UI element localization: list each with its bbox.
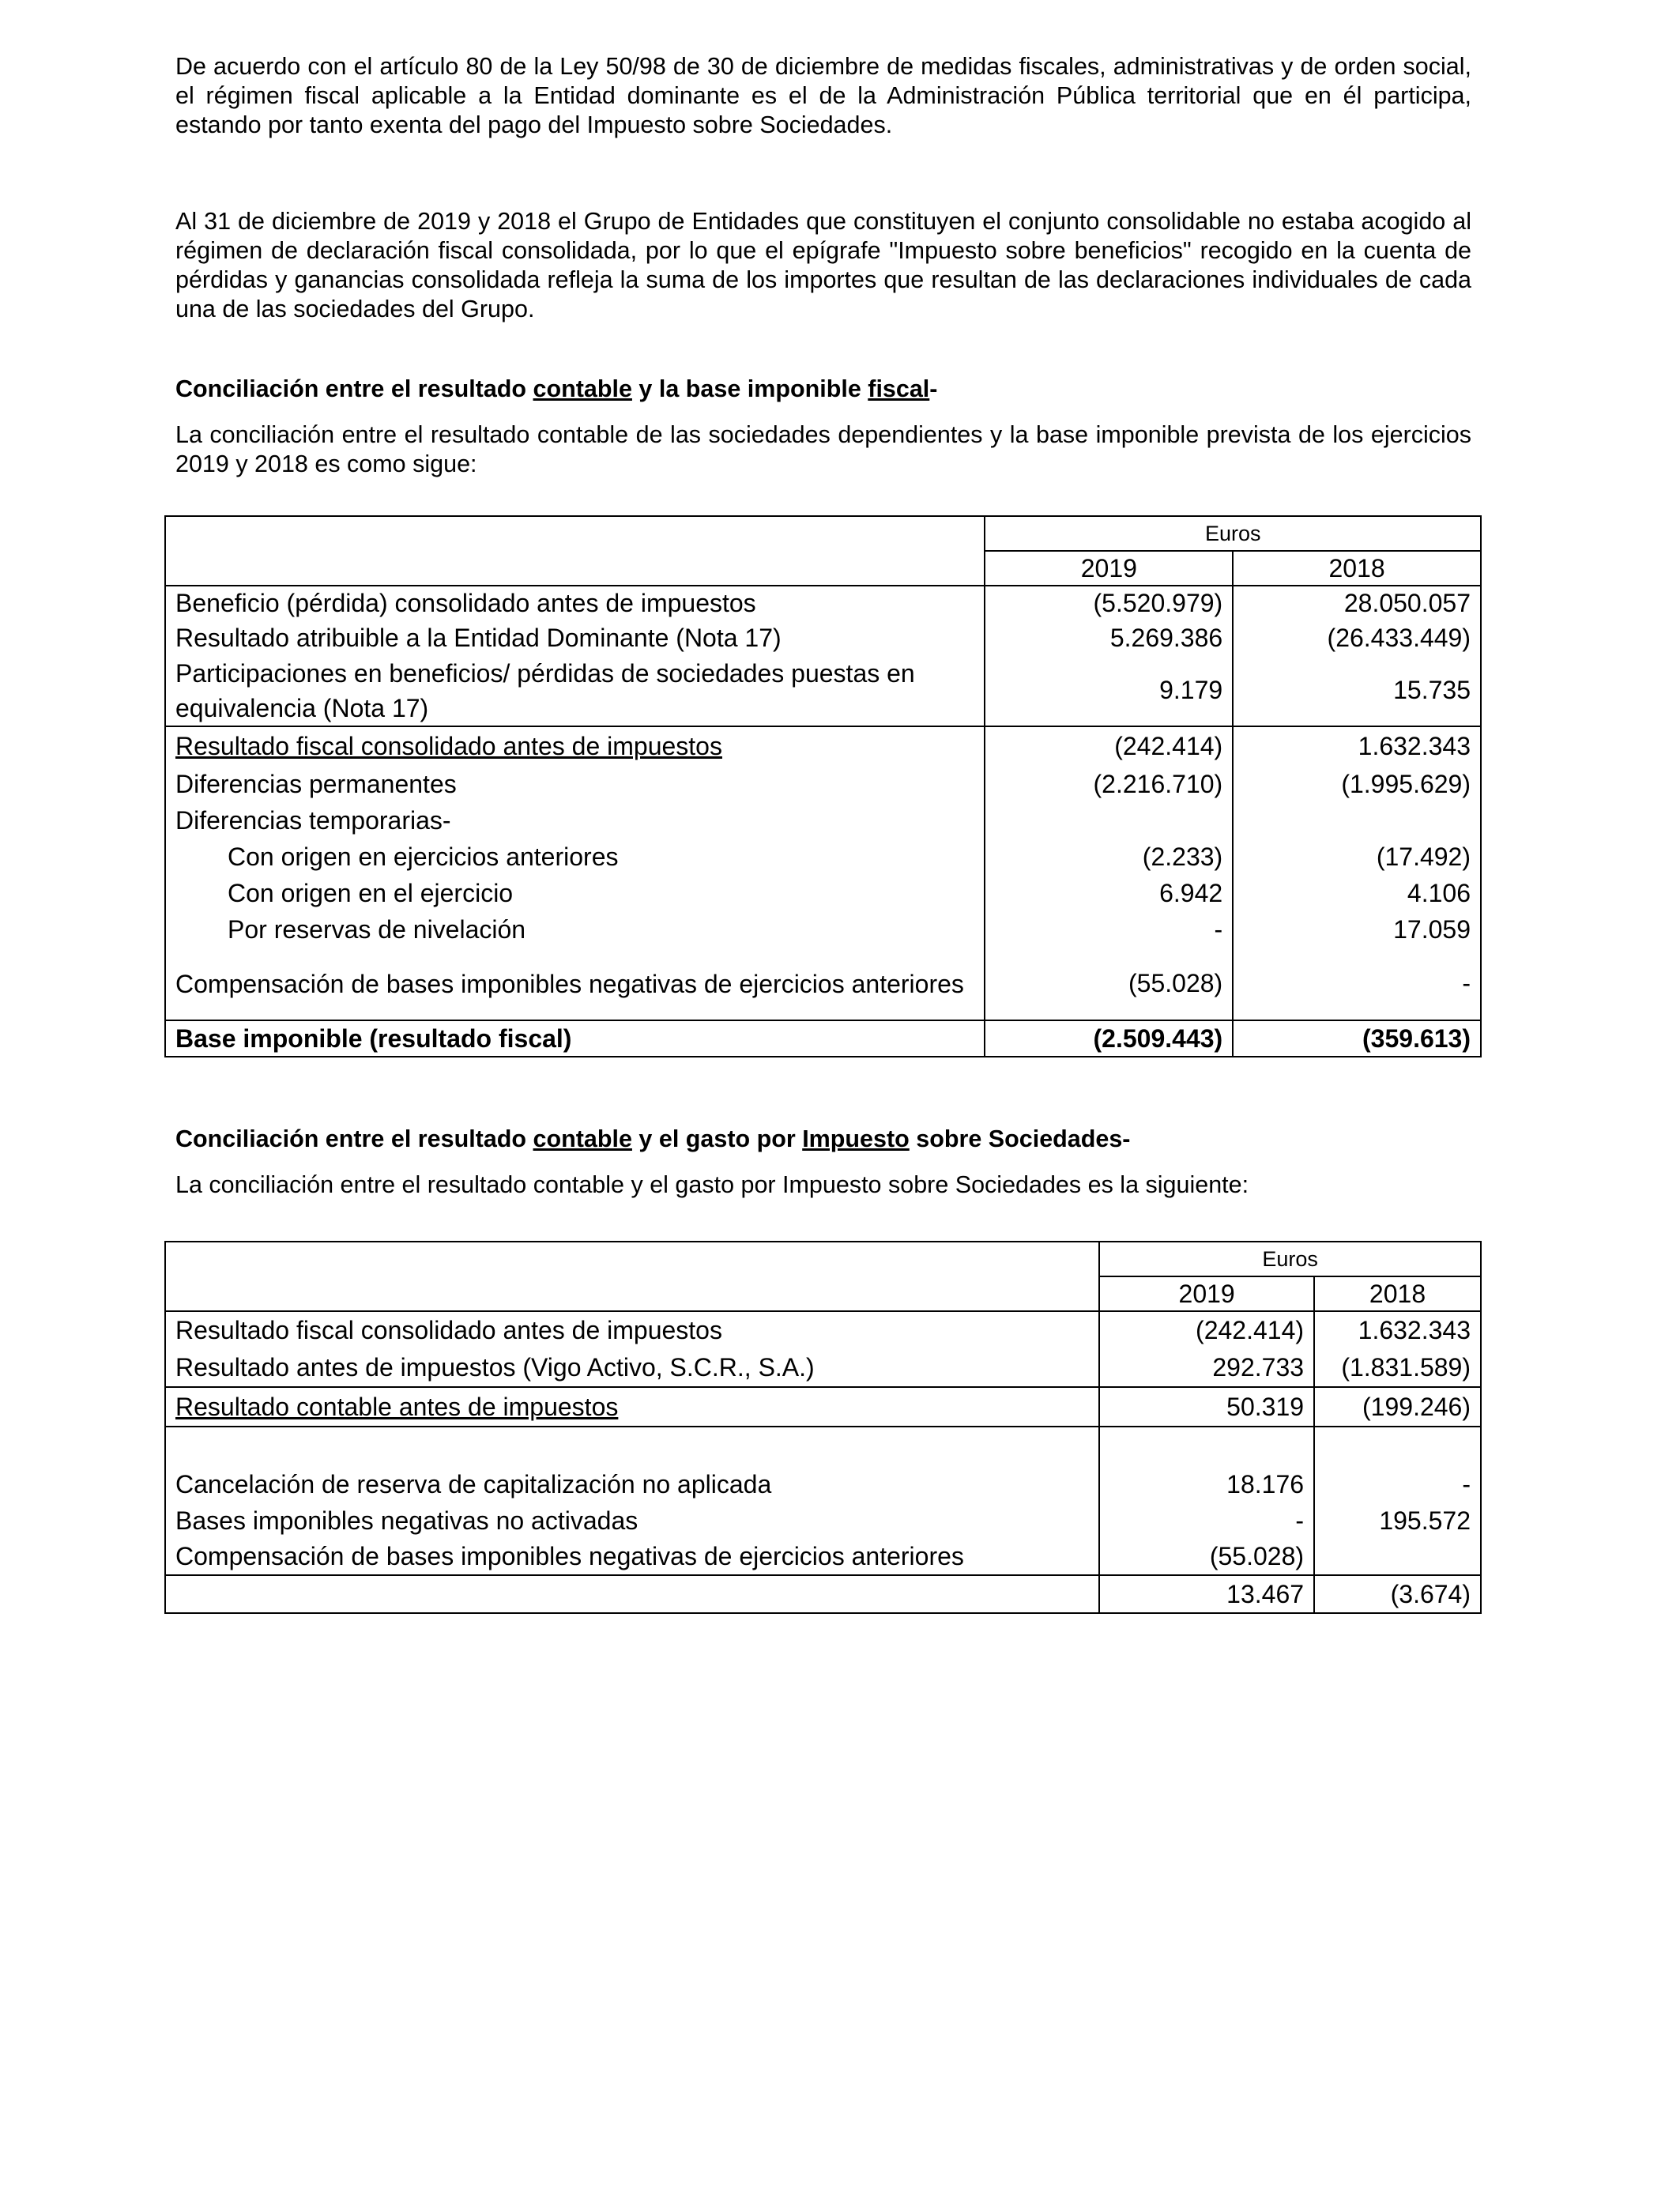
table-row [165, 1539, 1481, 1575]
table-row [165, 911, 1481, 948]
row-label: Beneficio (pérdida) consolidado antes de impuestos [165, 586, 985, 620]
heading-text: Conciliación entre el resultado [175, 375, 533, 402]
row-label [165, 726, 985, 766]
table-row [165, 948, 1481, 1020]
table-row [165, 1311, 1481, 1349]
table-row [165, 1502, 1481, 1539]
value-2018: (1.995.629) [1233, 766, 1481, 802]
value-2019: - [985, 911, 1233, 948]
header-unit: Euros [985, 516, 1481, 551]
heading-text: y la base imponible [631, 375, 868, 402]
value-2018: 195.572 [1314, 1502, 1481, 1539]
value-2018: 4.106 [1233, 875, 1481, 911]
table-row [165, 875, 1481, 911]
table-row-spacer [165, 1427, 1481, 1466]
value-2018: (26.433.449) [1233, 620, 1481, 655]
header-blank [165, 1276, 1099, 1311]
value-2019: 292.733 [1099, 1349, 1314, 1387]
value-2019: 18.176 [1099, 1466, 1314, 1502]
heading-text-underlined: fiscal [868, 375, 930, 402]
heading-text-underlined: contable [533, 1125, 632, 1152]
value-2018: (1.831.589) [1314, 1349, 1481, 1387]
table-row [165, 620, 1481, 655]
heading-text-underlined: contable [533, 375, 632, 402]
value-2019: (242.414) [985, 726, 1233, 766]
row-label: Resultado atribuible a la Entidad Dominante (Nota 17) [165, 620, 985, 655]
value-2019: 9.179 [985, 655, 1233, 726]
row-label: Compensación de bases imponibles negativas de ejercicios anteriores [165, 948, 985, 1020]
row-label: Compensación de bases imponibles negativas de ejercicios anteriores [165, 1539, 1099, 1575]
row-label: Base imponible (resultado fiscal) [165, 1020, 985, 1057]
value-2019: (242.414) [1099, 1311, 1314, 1349]
paragraph-intro-table2: La conciliación entre el resultado contable y el gasto por Impuesto sobre Sociedades es la siguiente: [175, 1171, 1249, 1198]
heading-text: y el gasto por [631, 1125, 803, 1152]
spacer-cell [1099, 1427, 1314, 1466]
row-label: Participaciones en beneficios/ pérdidas de sociedades puestas en equivalencia (Nota 17) [165, 655, 985, 726]
table-base-imponible [164, 515, 1482, 1057]
value-2018 [1233, 802, 1481, 839]
value-2018 [1314, 1539, 1481, 1575]
value-2018: (359.613) [1233, 1020, 1481, 1057]
value-2019: 50.319 [1099, 1387, 1314, 1427]
table-row [165, 839, 1481, 875]
paragraph-regimen-fiscal: De acuerdo con el artículo 80 de la Ley 50/98 de 30 de diciembre de medidas fiscales, administrativas y de orden social, el régimen fiscal aplicable a la Entidad dominante es el de la Administración Pública territorial que en él participa, estando por tanto exenta del pago del Impuesto sobre Sociedades. [175, 53, 1471, 138]
value-2018: 1.632.343 [1233, 726, 1481, 766]
table-row [165, 726, 1481, 766]
header-blank [165, 551, 985, 586]
heading-text: sobre Sociedades- [909, 1125, 1131, 1152]
table-row-total [165, 1020, 1481, 1057]
column-header-2019: 2019 [985, 551, 1233, 586]
value-2019: (2.216.710) [985, 766, 1233, 802]
column-header-2018: 2018 [1314, 1276, 1481, 1311]
value-2019: - [1099, 1502, 1314, 1539]
section-heading-gasto-impuesto [175, 1125, 1471, 1154]
value-2018: (3.674) [1314, 1575, 1481, 1613]
value-2018: 28.050.057 [1233, 586, 1481, 620]
value-2019: (55.028) [985, 948, 1233, 1020]
header-blank [165, 516, 985, 551]
value-2019: 5.269.386 [985, 620, 1233, 655]
value-2019: (2.509.443) [985, 1020, 1233, 1057]
value-2018: - [1314, 1466, 1481, 1502]
table-row [165, 1349, 1481, 1387]
row-label: Resultado antes de impuestos (Vigo Activo, S.C.R., S.A.) [165, 1349, 1099, 1387]
value-2018: 1.632.343 [1314, 1311, 1481, 1349]
table-gasto-impuesto [164, 1241, 1482, 1614]
table-row [165, 1466, 1481, 1502]
row-label: Cancelación de reserva de capitalización no aplicada [165, 1466, 1099, 1502]
spacer-cell [1314, 1427, 1481, 1466]
value-2019: (2.233) [985, 839, 1233, 875]
row-label: Bases imponibles negativas no activadas [165, 1502, 1099, 1539]
table-row-total [165, 1575, 1481, 1613]
value-2018: 15.735 [1233, 655, 1481, 726]
value-2019: 13.467 [1099, 1575, 1314, 1613]
value-2019: 6.942 [985, 875, 1233, 911]
paragraph-grupo-entidades: Al 31 de diciembre de 2019 y 2018 el Grupo de Entidades que constituyen el conjunto consolidable no estaba acogido al régimen de declaración fiscal consolidada, por lo que el epígrafe "Impuesto sobre beneficios" recogido en la cuenta de pérdidas y ganancias consolidada refleja la suma de los importes que resultan de las declaraciones individuales de cada una de las sociedades del Grupo. [175, 208, 1471, 322]
value-2018: 17.059 [1233, 911, 1481, 948]
table-row [165, 766, 1481, 802]
header-blank [165, 1242, 1099, 1276]
row-label [165, 1575, 1099, 1613]
row-label [165, 1387, 1099, 1427]
row-label: Con origen en ejercicios anteriores [165, 839, 985, 875]
row-label: Resultado fiscal consolidado antes de impuestos [165, 1311, 1099, 1349]
row-label: Con origen en el ejercicio [165, 875, 985, 911]
value-2019: (5.520.979) [985, 586, 1233, 620]
heading-text: Conciliación entre el resultado [175, 1125, 533, 1152]
column-header-2019: 2019 [1099, 1276, 1314, 1311]
table-row [165, 586, 1481, 620]
header-unit: Euros [1099, 1242, 1481, 1276]
section-heading-base-imponible [175, 375, 1471, 404]
value-2018: (17.492) [1233, 839, 1481, 875]
heading-text-underlined: Impuesto [802, 1125, 910, 1152]
heading-text: - [929, 375, 938, 402]
table-row [165, 655, 1481, 726]
row-label: Diferencias permanentes [165, 766, 985, 802]
spacer-cell [165, 1427, 1099, 1466]
value-2018: (199.246) [1314, 1387, 1481, 1427]
column-header-2018: 2018 [1233, 551, 1481, 586]
row-label-underlined: Resultado contable antes de impuestos [175, 1392, 619, 1421]
table-row [165, 1387, 1481, 1427]
value-2019: (55.028) [1099, 1539, 1314, 1575]
table-row [165, 802, 1481, 839]
row-label: Por reservas de nivelación [165, 911, 985, 948]
row-label: Diferencias temporarias- [165, 802, 985, 839]
paragraph-intro-table1: La conciliación entre el resultado contable de las sociedades dependientes y la base imponible prevista de los ejercicios 2019 y 2018 es como sigue: [175, 421, 1471, 477]
value-2019 [985, 802, 1233, 839]
row-label-underlined: Resultado fiscal consolidado antes de impuestos [175, 732, 722, 760]
value-2018: - [1233, 948, 1481, 1020]
